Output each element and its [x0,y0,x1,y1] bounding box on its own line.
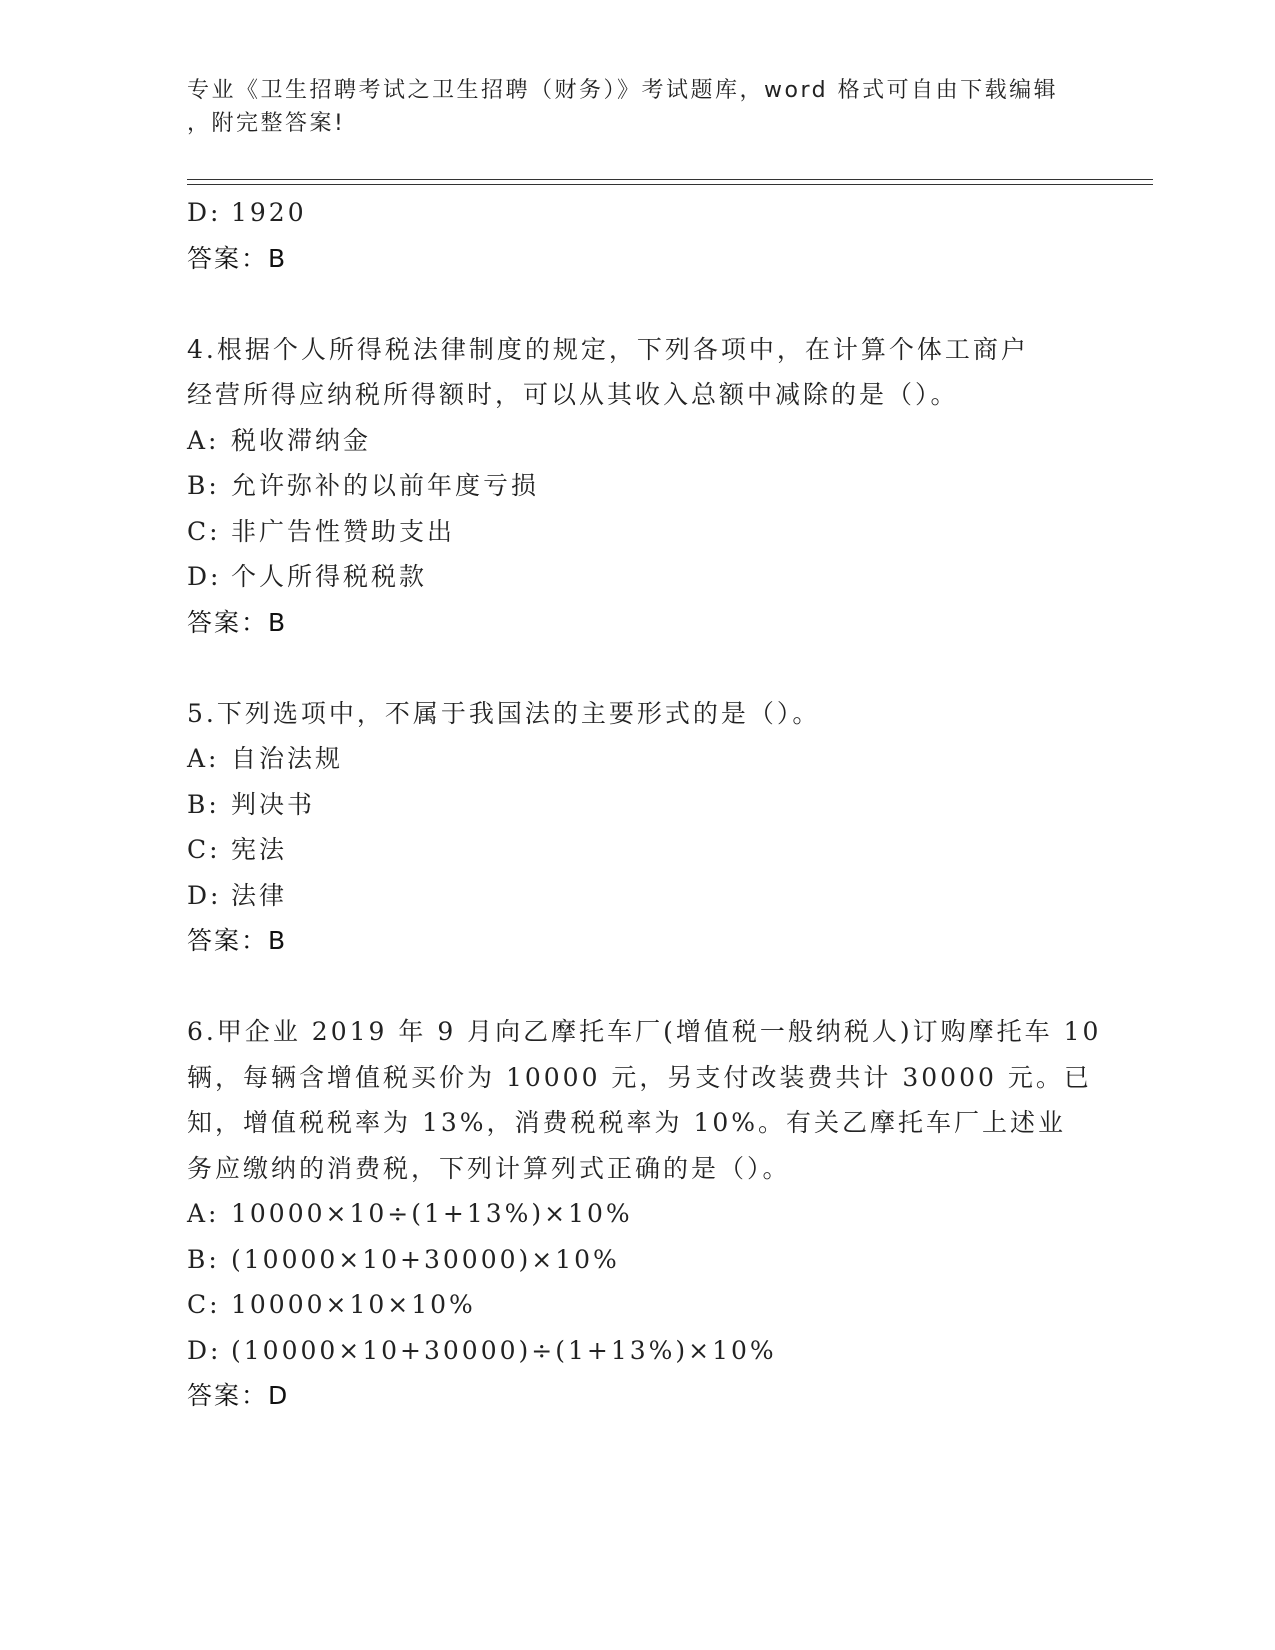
option-letter: B: [187,1244,220,1274]
question-stem: 6.甲企业 2019 年 9 月向乙摩托车厂(增值税一般纳税人)订购摩托车 10 [187,1017,1102,1046]
question-stem: 经营所得应纳税所得额时，可以从其收入总额中减除的是（）。 [187,380,959,409]
option-letter: D: [187,1335,222,1365]
option-letter: A: [187,744,220,773]
option-letter: C: [187,835,221,864]
spacer [187,645,1087,691]
option-text: 税收滞纳金 [231,425,372,455]
header-divider-top [187,179,1153,180]
spacer [187,281,1087,327]
option-a [187,418,1087,464]
option-letter: D: [187,562,222,591]
option-d [187,1328,1087,1374]
option-d [187,873,1087,919]
answer-line: 答案：D [187,1381,290,1410]
header-divider-bottom [187,184,1153,185]
option-b [187,1237,1087,1283]
option-text: 个人所得税税款 [231,562,428,591]
option-d [187,190,1087,236]
question-4 [187,327,1087,646]
option-letter: D: [187,880,222,910]
option-c [187,509,1087,555]
page-header [187,74,1067,140]
option-b [187,782,1087,828]
spacer [187,964,1087,1010]
prev-question-tail [187,190,1087,281]
header-title-line1: 专业《卫生招聘考试之卫生招聘（财务）》考试题库，word 格式可自由下载编辑 [187,78,1059,103]
answer-line: 答案：B [187,607,288,637]
option-text: (10000×10+30000)×10% [231,1244,620,1274]
option-text: 自治法规 [231,744,344,773]
question-stem: 务应缴纳的消费税，下列计算列式正确的是（）。 [187,1153,791,1183]
option-text: (10000×10+30000)÷(1+13%)×10% [231,1335,777,1365]
option-b [187,463,1087,509]
option-text: 10000×10÷(1+13%)×10% [231,1199,633,1228]
option-letter: B: [187,789,220,819]
option-letter: A: [187,1199,220,1228]
answer-line: 答案：B [187,243,288,273]
option-letter: C: [187,1290,221,1319]
header-title-line2: ，附完整答案! [187,111,346,136]
answer-line: 答案：B [187,926,288,955]
option-letter: C: [187,516,221,546]
question-content [187,190,1102,1419]
option-text: 法律 [231,880,288,910]
option-text: 判决书 [231,789,316,819]
question-6 [187,1009,1102,1419]
option-a [187,1191,1087,1237]
question-stem: 4.根据个人所得税法律制度的规定，下列各项中，在计算个体工商户 [187,334,1029,364]
option-text: 10000×10×10% [231,1290,476,1319]
question-stem: 辆，每辆含增值税买价为 10000 元，另支付改装费共计 30000 元。已 [187,1062,1092,1092]
option-d [187,554,1087,600]
option-text: 宪法 [231,835,288,864]
question-stem: 知，增值税税率为 13%，消费税税率为 10%。有关乙摩托车厂上述业 [187,1108,1067,1137]
question-5 [187,691,1087,964]
option-text: 非广告性赞助支出 [231,516,456,546]
question-stem: 5.下列选项中，不属于我国法的主要形式的是（）。 [187,698,821,728]
option-letter: B: [187,471,220,500]
option-letter: A: [187,425,220,455]
option-text: 1920 [231,198,307,227]
option-c [187,827,1087,873]
option-letter: D: [187,198,222,227]
option-text: 允许弥补的以前年度亏损 [231,471,540,500]
option-a [187,736,1087,782]
option-c [187,1282,1087,1328]
